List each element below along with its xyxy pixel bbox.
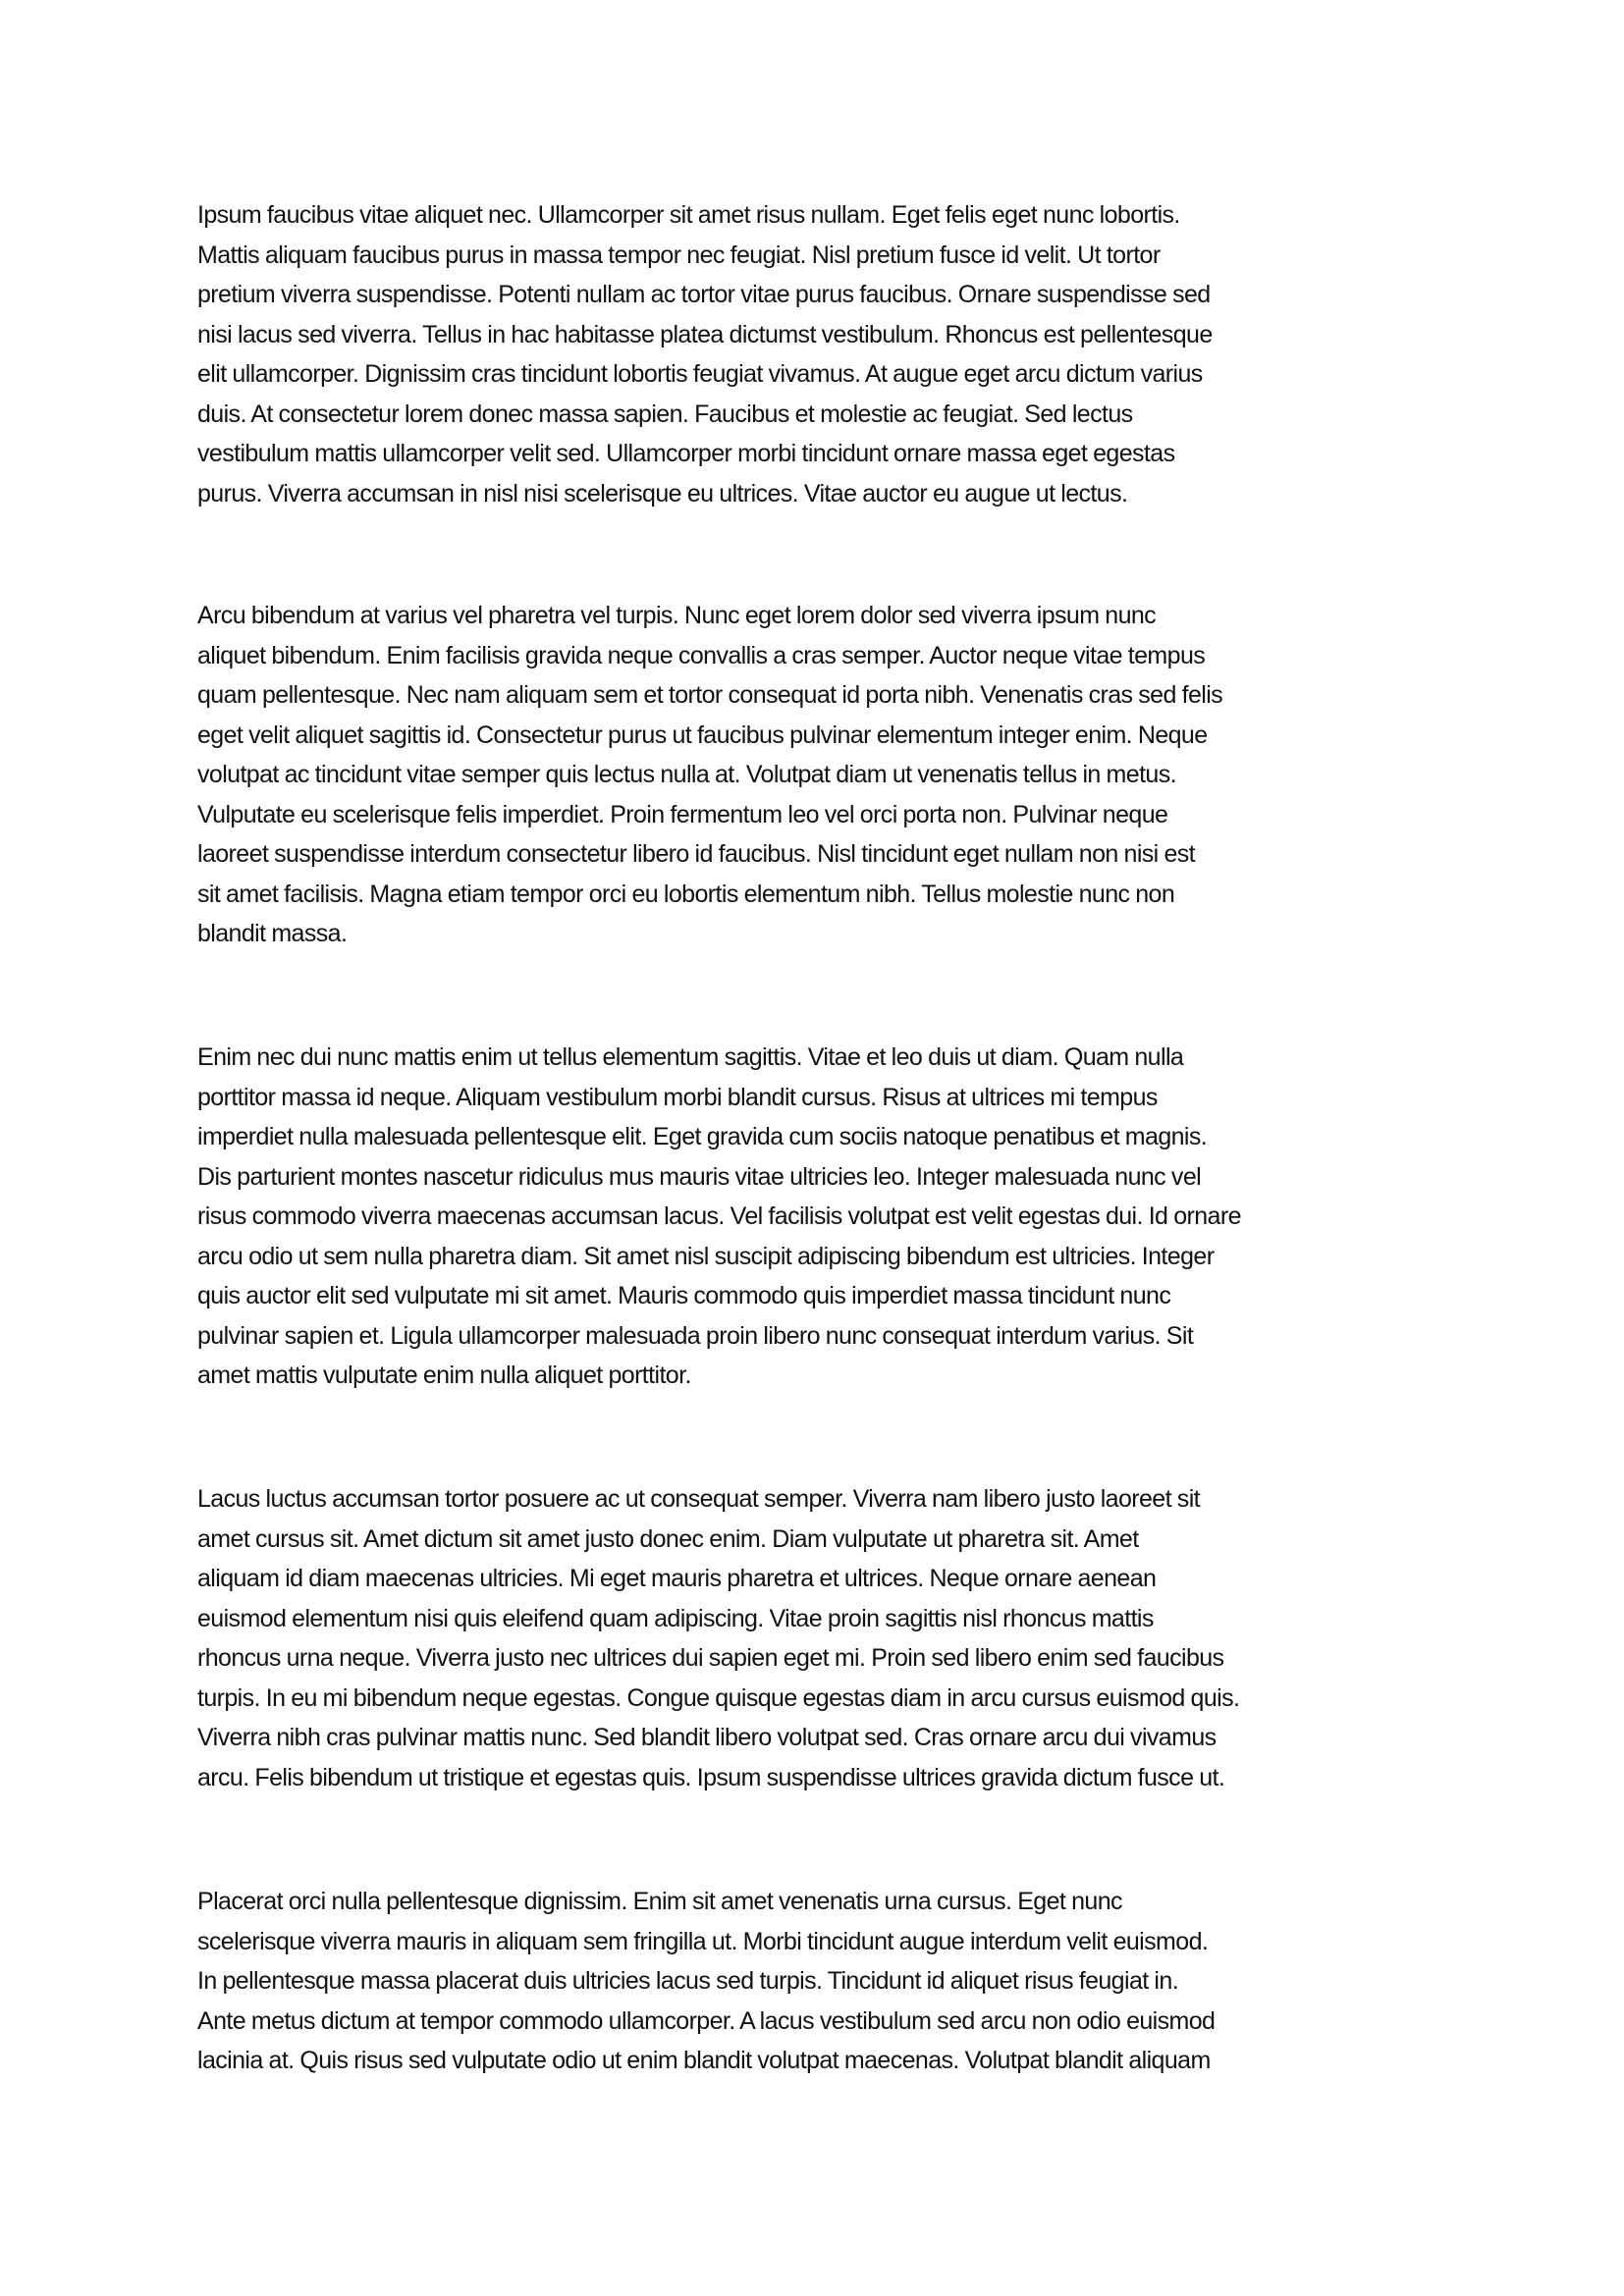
text-line: laoreet suspendisse interdum consectetur libero id faucibus. Nisl tincidunt eget nullam non nisi est <box>197 840 1196 868</box>
text-line: nisi lacus sed viverra. Tellus in hac habitasse platea dictumst vestibulum. Rhoncus est pellentesque <box>197 320 1213 348</box>
text-line: quam pellentesque. Nec nam aliquam sem et tortor consequat id porta nibh. Venenatis cras sed felis <box>197 681 1223 709</box>
text-line: aliquet bibendum. Enim facilisis gravida neque convallis a cras semper. Auctor neque vitae tempus <box>197 641 1206 669</box>
paragraph-1 <box>197 195 1474 513</box>
text-line: arcu odio ut sem nulla pharetra diam. Sit amet nisl suscipit adipiscing bibendum est ultricies. Integer <box>197 1242 1215 1270</box>
text-line: amet cursus sit. Amet dictum sit amet justo donec enim. Diam vulputate ut pharetra sit. Amet <box>197 1524 1139 1553</box>
text-line: euismod elementum nisi quis eleifend quam adipiscing. Vitae proin sagittis nisl rhoncus mattis <box>197 1604 1154 1632</box>
text-line: arcu. Felis bibendum ut tristique et egestas quis. Ipsum suspendisse ultrices gravida dictum fusce ut. <box>197 1763 1225 1791</box>
text-line: Lacus luctus accumsan tortor posuere ac ut consequat semper. Viverra nam libero justo laoreet sit <box>197 1485 1201 1513</box>
text-line: aliquam id diam maecenas ultricies. Mi eget mauris pharetra et ultrices. Neque ornare aenean <box>197 1565 1157 1592</box>
text-line: Arcu bibendum at varius vel pharetra vel turpis. Nunc eget lorem dolor sed viverra ipsum nunc <box>197 602 1157 629</box>
text-line: Dis parturient montes nascetur ridiculus mus mauris vitae ultricies leo. Integer malesuada nunc vel <box>197 1162 1202 1191</box>
text-line: eget velit aliquet sagittis id. Consectetur purus ut faucibus pulvinar elementum integer enim. Neque <box>197 721 1208 749</box>
text-line: imperdiet nulla malesuada pellentesque elit. Eget gravida cum sociis natoque penatibus et magnis. <box>197 1123 1208 1150</box>
paragraph-3 <box>197 1038 1474 1396</box>
text-line: blandit massa. <box>197 920 348 947</box>
text-line: quis auctor elit sed vulputate mi sit amet. Mauris commodo quis imperdiet massa tincidunt nunc <box>197 1282 1171 1309</box>
paragraph-5 <box>197 1882 1474 2081</box>
text-line: amet mattis vulputate enim nulla aliquet porttitor. <box>197 1362 691 1389</box>
text-line: pulvinar sapien et. Ligula ullamcorper malesuada proin libero nunc consequat interdum varius. Sit <box>197 1321 1194 1350</box>
text-line: vestibulum mattis ullamcorper velit sed. Ullamcorper morbi tincidunt ornare massa eget egestas <box>197 440 1175 467</box>
text-line: porttitor massa id neque. Aliquam vestibulum morbi blandit cursus. Risus at ultrices mi tempus <box>197 1083 1158 1111</box>
paragraph-2 <box>197 596 1474 954</box>
text-line: pretium viverra suspendisse. Potenti nullam ac tortor vitae purus faucibus. Ornare suspendisse sed <box>197 281 1211 308</box>
text-line: Ipsum faucibus vitae aliquet nec. Ullamcorper sit amet risus nullam. Eget felis eget nunc lobortis. <box>197 201 1180 229</box>
text-line: Viverra nibh cras pulvinar mattis nunc. Sed blandit libero volutpat sed. Cras ornare arcu dui vivamus <box>197 1724 1217 1751</box>
text-line: Placerat orci nulla pellentesque dignissim. Enim sit amet venenatis urna cursus. Eget nunc <box>197 1888 1122 1915</box>
paragraph-4 <box>197 1479 1474 1797</box>
text-line: In pellentesque massa placerat duis ultricies lacus sed turpis. Tincidunt id aliquet risus feugiat in. <box>197 1967 1179 1995</box>
text-line: elit ullamcorper. Dignissim cras tincidunt lobortis feugiat vivamus. At augue eget arcu dictum varius <box>197 360 1203 388</box>
text-line: Vulputate eu scelerisque felis imperdiet. Proin fermentum leo vel orci porta non. Pulvinar neque <box>197 800 1168 828</box>
text-line: Ante metus dictum at tempor commodo ullamcorper. A lacus vestibulum sed arcu non odio euismod <box>197 2006 1216 2035</box>
text-line: rhoncus urna neque. Viverra justo nec ultrices dui sapien eget mi. Proin sed libero enim sed faucibus <box>197 1644 1224 1672</box>
text-line: risus commodo viverra maecenas accumsan lacus. Vel facilisis volutpat est velit egestas dui. Id ornare <box>197 1202 1241 1230</box>
text-line: duis. At consectetur lorem donec massa sapien. Faucibus et molestie ac feugiat. Sed lectus <box>197 400 1133 428</box>
text-line: Enim nec dui nunc mattis enim ut tellus elementum sagittis. Vitae et leo duis ut diam. Quam nulla <box>197 1043 1184 1071</box>
text-line: Mattis aliquam faucibus purus in massa tempor nec feugiat. Nisl pretium fusce id velit. Ut tortor <box>197 240 1161 269</box>
text-line: turpis. In eu mi bibendum neque egestas. Congue quisque egestas diam in arcu cursus euismod quis. <box>197 1683 1240 1712</box>
text-line: lacinia at. Quis risus sed vulputate odio ut enim blandit volutpat maecenas. Volutpat blandit aliquam <box>197 2047 1211 2074</box>
text-line: purus. Viverra accumsan in nisl nisi scelerisque eu ultrices. Vitae auctor eu augue ut lectus. <box>197 479 1128 507</box>
text-line: sit amet facilisis. Magna etiam tempor orci eu lobortis elementum nibh. Tellus molestie nunc non <box>197 880 1175 908</box>
text-line: volutpat ac tincidunt vitae semper quis lectus nulla at. Volutpat diam ut venenatis tellus in metus. <box>197 761 1176 788</box>
text-line: scelerisque viverra mauris in aliquam sem fringilla ut. Morbi tincidunt augue interdum velit euismod. <box>197 1927 1209 1955</box>
